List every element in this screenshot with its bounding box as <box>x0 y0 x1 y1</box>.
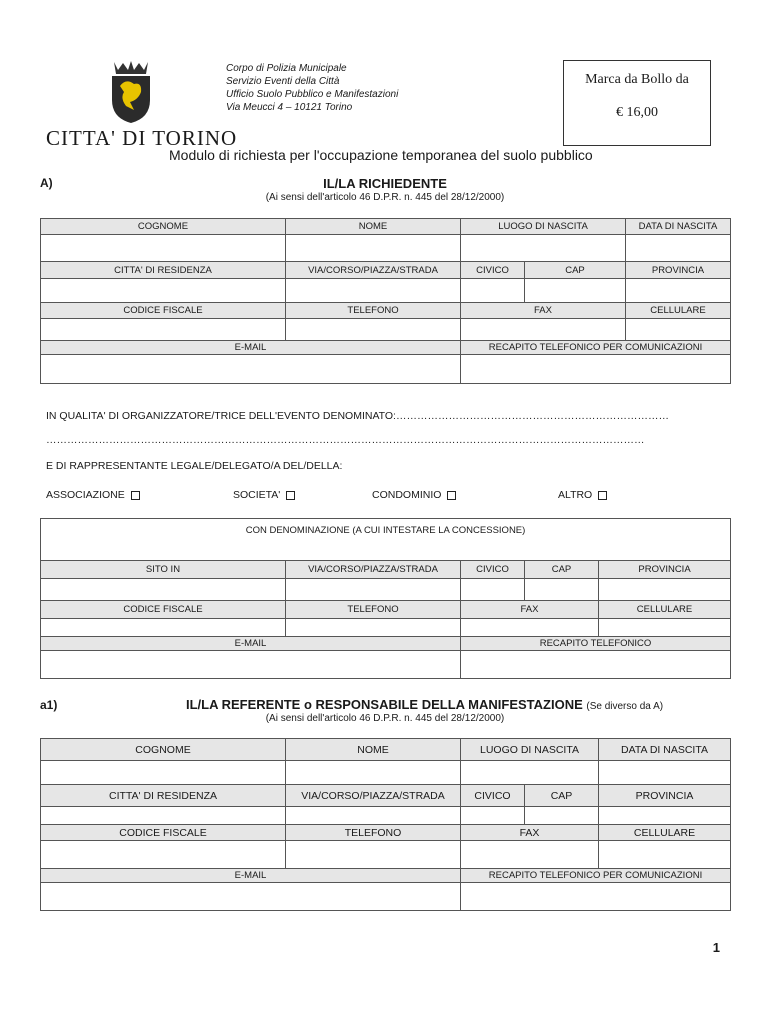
section-a1-subtitle: (Ai sensi dell'articolo 46 D.P.R. n. 445 del 28/12/2000) <box>265 713 505 724</box>
header-line: Ufficio Suolo Pubblico e Manifestazioni <box>226 89 399 100</box>
sito-in-field[interactable] <box>41 579 286 601</box>
section-a1-table <box>40 738 731 911</box>
form-title: Modulo di richiesta per l'occupazione temporanea del suolo pubblico <box>169 147 593 163</box>
denominazione-field[interactable] <box>41 519 731 561</box>
page-number: 1 <box>712 940 720 955</box>
stamp-amount: € 16,00 <box>616 105 658 120</box>
header-address <box>226 62 398 114</box>
civico-field[interactable] <box>461 579 525 601</box>
cap-field[interactable] <box>525 579 599 601</box>
telefono-field[interactable] <box>286 841 461 869</box>
header-line: Servizio Eventi della Città <box>226 76 340 87</box>
cellulare-field[interactable] <box>626 319 731 341</box>
label-provincia: PROVINCIA <box>626 262 731 279</box>
label-data-nascita: DATA DI NASCITA <box>599 739 731 761</box>
label-recapito: RECAPITO TELEFONICO PER COMUNICAZIONI <box>461 869 731 883</box>
label-via: VIA/CORSO/PIAZZA/STRADA <box>286 561 461 579</box>
label-denominazione: CON DENOMINAZIONE (A CUI INTESTARE LA CONCESSIONE) <box>245 525 526 536</box>
civico-field[interactable] <box>461 807 525 825</box>
label-cognome: COGNOME <box>41 219 286 235</box>
cap-field[interactable] <box>525 807 599 825</box>
label-recapito: RECAPITO TELEFONICO PER COMUNICAZIONI <box>461 341 731 355</box>
section-a1-heading <box>186 697 663 712</box>
section-a-letter: A) <box>40 176 53 190</box>
city-logo-text: CITTA' DI TORINO <box>46 126 238 150</box>
luogo-nascita-field[interactable] <box>461 761 599 785</box>
fax-field[interactable] <box>461 619 599 637</box>
provincia-field[interactable] <box>599 807 731 825</box>
provincia-field[interactable] <box>599 579 731 601</box>
organization-table <box>40 518 731 679</box>
option-label: CONDOMINIO <box>372 489 442 501</box>
label-civico: CIVICO <box>461 262 525 279</box>
data-nascita-field[interactable] <box>626 235 731 262</box>
label-cap: CAP <box>525 785 599 807</box>
option-label: SOCIETA' <box>233 489 281 501</box>
label-telefono: TELEFONO <box>286 825 461 841</box>
coat-of-arms-icon <box>108 60 154 124</box>
nome-field[interactable] <box>286 235 461 262</box>
label-civico: CIVICO <box>461 785 525 807</box>
option-associazione[interactable] <box>46 489 140 501</box>
label-cap: CAP <box>525 262 626 279</box>
codice-fiscale-field[interactable] <box>41 319 286 341</box>
label-telefono: TELEFONO <box>286 303 461 319</box>
section-a1-title: IL/LA REFERENTE o RESPONSABILE DELLA MANIFESTAZIONE <box>186 697 583 712</box>
luogo-nascita-field[interactable] <box>461 235 626 262</box>
header-line: Via Meucci 4 – 10121 Torino <box>226 102 353 113</box>
checkbox-icon[interactable] <box>598 491 607 500</box>
section-a-title: IL/LA RICHIEDENTE <box>323 176 447 191</box>
option-label: ASSOCIAZIONE <box>46 489 125 501</box>
label-fax: FAX <box>461 601 599 619</box>
label-cellulare: CELLULARE <box>626 303 731 319</box>
label-sito-in: SITO IN <box>41 561 286 579</box>
option-altro[interactable] <box>558 489 607 501</box>
representative-line: E DI RAPPRESENTANTE LEGALE/DELEGATO/A DEL/DELLA: <box>46 460 343 472</box>
label-cap: CAP <box>525 561 599 579</box>
label-provincia: PROVINCIA <box>599 785 731 807</box>
citta-residenza-field[interactable] <box>41 807 286 825</box>
label-citta-residenza: CITTA' DI RESIDENZA <box>41 262 286 279</box>
checkbox-icon[interactable] <box>286 491 295 500</box>
checkbox-icon[interactable] <box>131 491 140 500</box>
label-cognome: COGNOME <box>41 739 286 761</box>
organizer-line[interactable]: IN QUALITA' DI ORGANIZZATORE/TRICE DELL'EVENTO DENOMINATO:…………………………………………………………………… <box>46 410 669 422</box>
cognome-field[interactable] <box>41 235 286 262</box>
label-luogo-nascita: LUOGO DI NASCITA <box>461 739 599 761</box>
provincia-field[interactable] <box>626 279 731 303</box>
via-field[interactable] <box>286 579 461 601</box>
stamp-label: Marca da Bollo da <box>585 72 689 87</box>
label-luogo-nascita: LUOGO DI NASCITA <box>461 219 626 235</box>
label-codice-fiscale: CODICE FISCALE <box>41 601 286 619</box>
label-data-nascita: DATA DI NASCITA <box>626 219 731 235</box>
nome-field[interactable] <box>286 761 461 785</box>
recapito-field[interactable] <box>461 355 731 384</box>
recapito-field[interactable] <box>461 883 731 911</box>
section-a-subtitle: (Ai sensi dell'articolo 46 D.P.R. n. 445 del 28/12/2000) <box>265 192 505 203</box>
fax-field[interactable] <box>461 841 599 869</box>
label-via: VIA/CORSO/PIAZZA/STRADA <box>286 785 461 807</box>
cellulare-field[interactable] <box>599 841 731 869</box>
citta-residenza-field[interactable] <box>41 279 286 303</box>
label-email: E-MAIL <box>41 869 461 883</box>
section-a-table <box>40 218 731 384</box>
label-cellulare: CELLULARE <box>599 825 731 841</box>
fax-field[interactable] <box>461 319 626 341</box>
cognome-field[interactable] <box>41 761 286 785</box>
via-field[interactable] <box>286 807 461 825</box>
email-field[interactable] <box>41 651 461 679</box>
label-email: E-MAIL <box>41 341 461 355</box>
label-citta-residenza: CITTA' DI RESIDENZA <box>41 785 286 807</box>
label-nome: NOME <box>286 739 461 761</box>
label-provincia: PROVINCIA <box>599 561 731 579</box>
cap-field[interactable] <box>525 279 626 303</box>
label-codice-fiscale: CODICE FISCALE <box>41 303 286 319</box>
via-field[interactable] <box>286 279 461 303</box>
option-condominio[interactable] <box>372 489 456 501</box>
label-fax: FAX <box>461 303 626 319</box>
codice-fiscale-field[interactable] <box>41 841 286 869</box>
civico-field[interactable] <box>461 279 525 303</box>
option-label: ALTRO <box>558 489 593 501</box>
section-a1-note: (Se diverso da A) <box>586 701 664 712</box>
cellulare-field[interactable] <box>599 619 731 637</box>
label-email: E-MAIL <box>41 637 461 651</box>
codice-fiscale-field[interactable] <box>41 619 286 637</box>
label-civico: CIVICO <box>461 561 525 579</box>
event-name-line[interactable]: ……………………………………………………………………………………………………………………………………………………… <box>46 434 645 446</box>
telefono-field[interactable] <box>286 319 461 341</box>
option-societa[interactable] <box>233 489 295 501</box>
label-codice-fiscale: CODICE FISCALE <box>41 825 286 841</box>
header-line: Corpo di Polizia Municipale <box>226 63 347 74</box>
email-field[interactable] <box>41 355 461 384</box>
label-telefono: TELEFONO <box>286 601 461 619</box>
section-a1-letter: a1) <box>40 698 58 712</box>
recapito-field[interactable] <box>461 651 731 679</box>
checkbox-icon[interactable] <box>447 491 456 500</box>
label-via: VIA/CORSO/PIAZZA/STRADA <box>286 262 461 279</box>
email-field[interactable] <box>41 883 461 911</box>
revenue-stamp-box <box>563 60 711 146</box>
label-nome: NOME <box>286 219 461 235</box>
label-fax: FAX <box>461 825 599 841</box>
telefono-field[interactable] <box>286 619 461 637</box>
label-cellulare: CELLULARE <box>599 601 731 619</box>
data-nascita-field[interactable] <box>599 761 731 785</box>
label-recapito: RECAPITO TELEFONICO <box>461 637 731 651</box>
